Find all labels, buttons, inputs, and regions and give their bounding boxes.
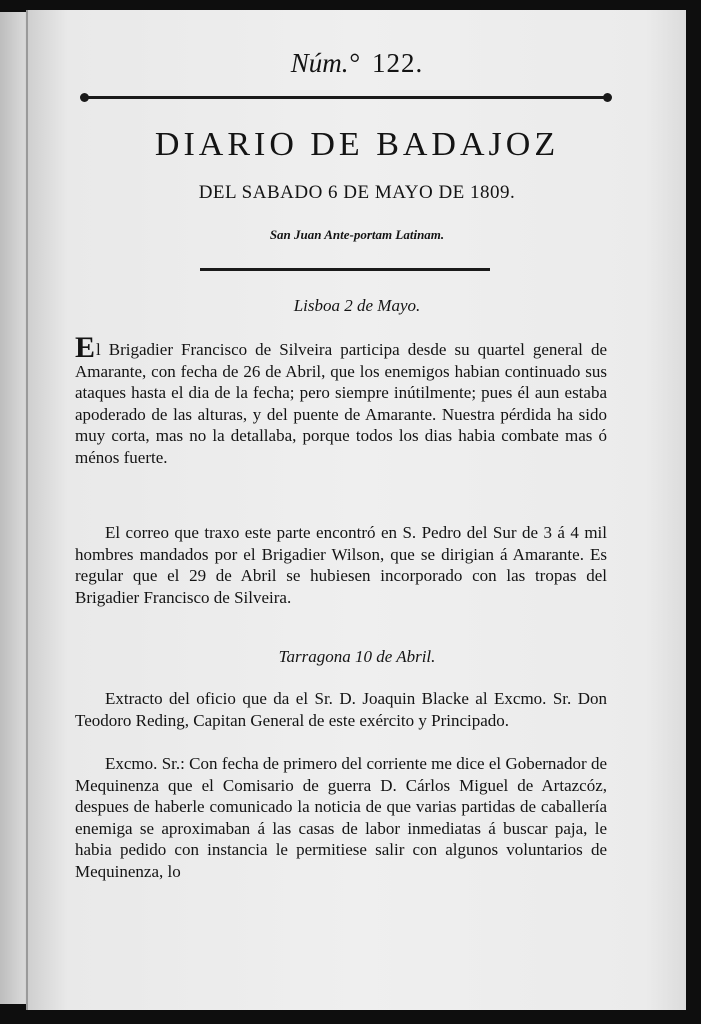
newspaper-title: DIARIO DE BADAJOZ [154, 126, 560, 163]
dateline-tarragona: Tarragona 10 de Abril. [278, 647, 436, 666]
newspaper-page [26, 10, 686, 1010]
paragraph-text: l Brigadier Francisco de Silveira participa desde su quartel general de Amarante, con fecha de 26 de Abril, que los enemigos habian continuado sus ataques hasta el dia de la fecha; pero siempre inútilmente; pues él aun estaba apoderado de las alturas, y del puente de Amarante. Nuestra pérdida ha sido muy corta, mas no la detallaba, porque todos los dias habia combate mas ó ménos fuerte. [75, 340, 607, 467]
issue-number [28, 48, 686, 79]
paragraph-lisboa-2: El correo que traxo este parte encontró en S. Pedro del Sur de 3 á 4 mil hombres mandados por el Brigadier Wilson, que se dirigian á Amarante. Es regular que el 29 de Abril se hubiesen incorporado con las tropas del Brigadier Francisco de Silveira. [75, 523, 607, 607]
issue-number-label: Núm.° [290, 48, 360, 78]
paragraph-tarragona-2: Excmo. Sr.: Con fecha de primero del corriente me dice el Gobernador de Mequinenza que el Comisario de guerra D. Cárlos Miguel de Artazcóz, despues de haberle comunicado la noticia de que varias partidas de caballería enemiga se aproximaban á las casas de labor inmediatas á buscar paja, le habia pedido con instancia le permitiese salir con algunos voluntarios de Mequinenza, lo [75, 754, 607, 881]
saint-day: San Juan Ante-portam Latinam. [269, 227, 445, 242]
paragraph-tarragona-1: Extracto del oficio que da el Sr. D. Joaquin Blacke al Excmo. Sr. Don Teodoro Reding, Capitan General de este exército y Principado. [75, 689, 607, 730]
issue-date: DEL SABADO 6 DE MAYO DE 1809. [198, 182, 516, 203]
ornamental-rule [86, 96, 606, 99]
drop-cap: E [75, 331, 96, 364]
paragraph-lisboa-1 [75, 331, 607, 469]
dateline-lisboa: Lisboa 2 de Mayo. [293, 296, 421, 315]
section-divider [200, 268, 490, 271]
issue-number-value: 122. [372, 48, 424, 78]
